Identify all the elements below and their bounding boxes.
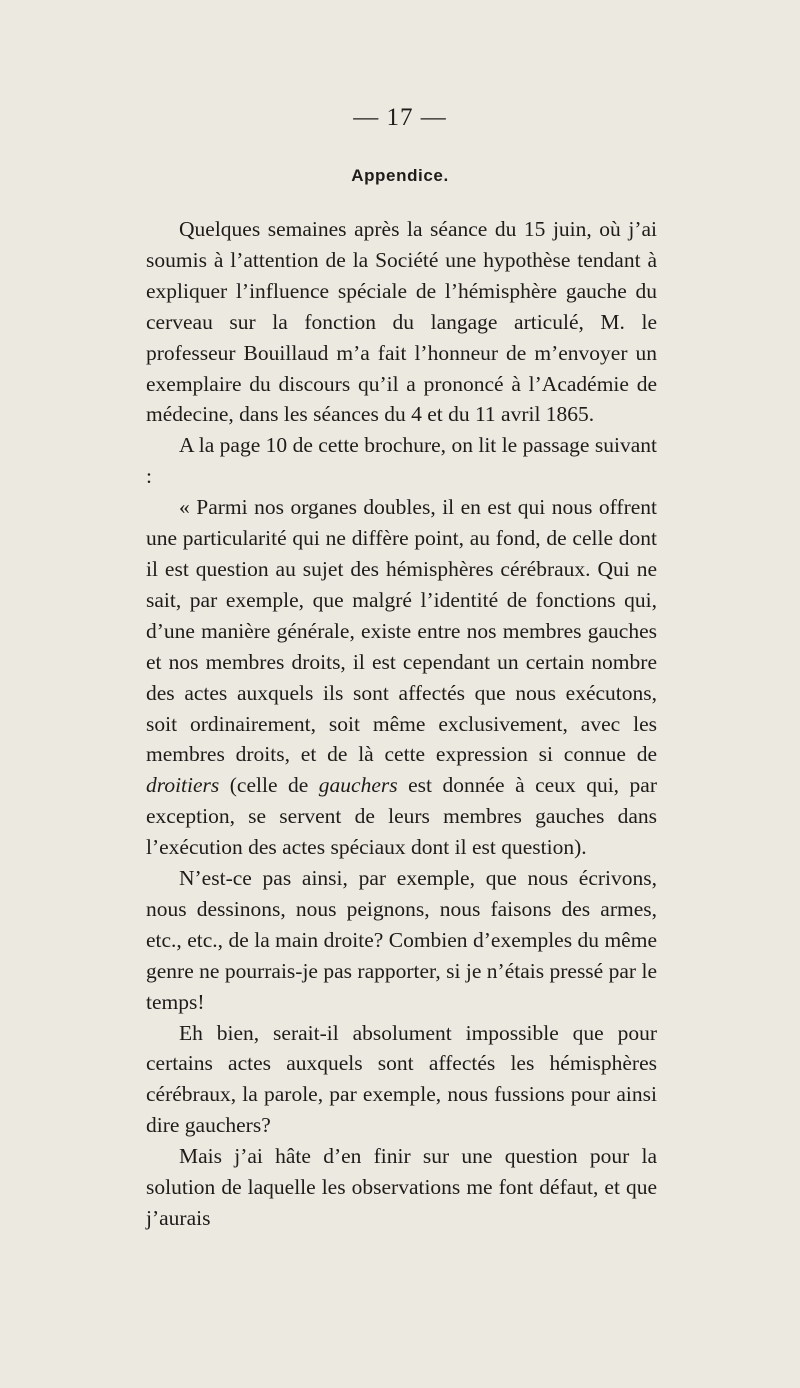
page-number: — 17 — bbox=[353, 104, 447, 131]
paragraph-2: A la page 10 de cette brochure, on lit le passage suivant : bbox=[146, 433, 657, 489]
term-droitiers: droitiers bbox=[146, 773, 220, 798]
paragraph-4: N’est-ce pas ainsi, par exemple, que nous écrivons, nous dessinons, nous peignons, nous faisons des armes, etc., etc., de la main droite? Combien d’exemples du même genre ne pourrais-je pas rapporter, si je n’étais pressé par le temps! bbox=[146, 866, 657, 1014]
paragraph-1: Quelques semaines après la séance du 15 juin, où j’ai soumis à l’attention de la Société une hypothèse tendant à expliquer l’influence spéciale de l’hémisphère gauche du cerveau sur la fonction du langage articulé, M. le professeur Bouillaud m’a fait l’honneur de m’envoyer un exemplaire du discours qu’il a prononcé à l’Académie de médecine, dans les séances du 4 et du 11 avril 1865. bbox=[146, 217, 657, 427]
paragraph-6: Mais j’ai hâte d’en finir sur une question pour la solution de laquelle les observations me font défaut, et que j’aurais bbox=[146, 1144, 657, 1230]
quote-text-start: « Parmi nos organes doubles, il en est qui nous offrent une particularité qui ne diffère point, au fond, de celle dont il est question au sujet des hémisphères cérébraux. Qui ne sait, par exemple, que malgré l’identité de fonctions qui, d’une manière générale, existe entre nos membres gauches et nos membres droits, il est cependant un certain nombre des actes auxquels ils sont affectés que nous exécutons, soit ordinairement, soit même exclusivement, avec les membres droits, et de là cette expression si connue de bbox=[146, 495, 657, 767]
quote-text-end: est donnée à ceux qui, par exception, se servent de leurs membres gauches dans l’exécution des actes spéciaux dont il est question). bbox=[146, 773, 657, 860]
quote-text-middle: (celle de bbox=[219, 773, 319, 798]
term-gauchers: gauchers bbox=[318, 773, 398, 798]
paragraph-3-quote bbox=[146, 492, 657, 863]
body-text bbox=[146, 214, 657, 1234]
section-heading: Appendice. bbox=[351, 166, 449, 185]
paragraph-5: Eh bien, serait-il absolument impossible que pour certains actes auxquels sont affectés les hémisphères cérébraux, la parole, par exemple, nous fussions pour ainsi dire gauchers? bbox=[146, 1020, 657, 1138]
